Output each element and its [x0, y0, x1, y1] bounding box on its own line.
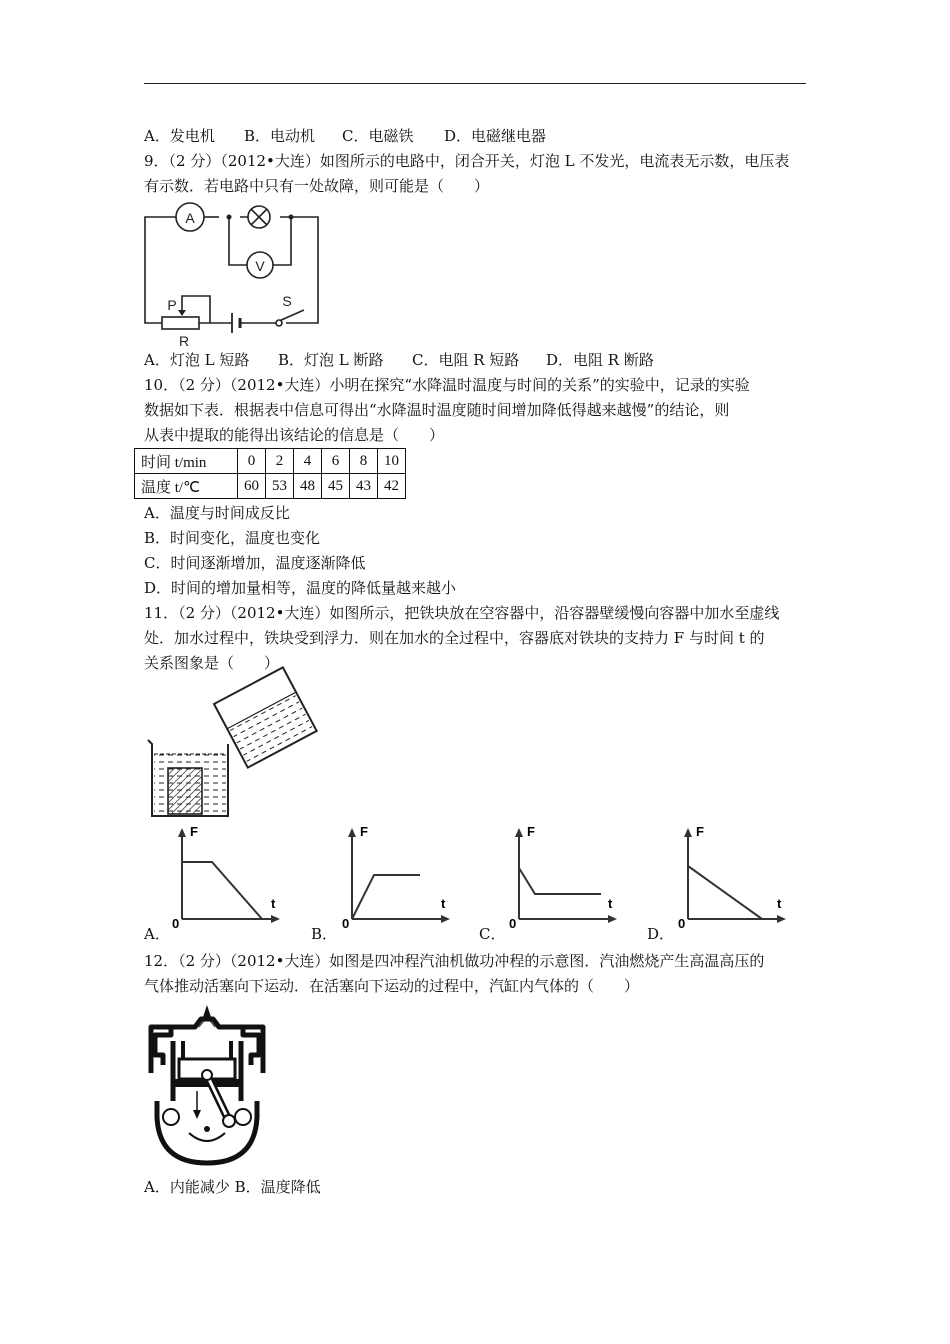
x-axis-label: t [777, 896, 782, 911]
q9-option-b: B．灯泡 L 断路 [278, 351, 384, 369]
table-cell: 2 [266, 449, 294, 474]
table-row [135, 474, 406, 499]
q12-engine-diagram [145, 1005, 270, 1167]
slider-label: P [167, 297, 177, 313]
table-cell: 0 [238, 449, 266, 474]
origin-label: 0 [172, 916, 180, 931]
q8-option-a: A．发电机 [144, 127, 215, 145]
q11-stem-line3: 关系图象是（ ） [144, 654, 280, 672]
y-axis-label: F [527, 824, 535, 839]
table-row [135, 449, 406, 474]
q10-option-b: B．时间变化，温度也变化 [144, 529, 321, 547]
q11-option-c: C． [479, 925, 506, 943]
q10-stem-line1: 10．（2 分）（2012•大连）小明在探究“水降温时温度与时间的关系”的实验中，记录的实验 [144, 376, 750, 394]
q9-option-c: C．电阻 R 短路 [412, 351, 520, 369]
q11-graph-a [170, 824, 280, 929]
q11-graph-d [676, 824, 786, 929]
x-axis-label: t [441, 896, 446, 911]
q10-option-c: C．时间逐渐增加，温度逐渐降低 [144, 554, 366, 572]
table-cell: 60 [238, 474, 266, 499]
q10-option-a: A．温度与时间成反比 [144, 504, 290, 522]
q12-stem-line2: 气体推动活塞向下运动．在活塞向下运动的过程中，汽缸内气体的（ ） [144, 977, 640, 995]
q8-option-d: D．电磁继电器 [444, 127, 547, 145]
voltmeter-label: V [255, 258, 265, 274]
table-cell: 45 [322, 474, 350, 499]
origin-label: 0 [509, 916, 517, 931]
q9-stem-line2: 有示数．若电路中只有一处故障，则可能是（ ） [144, 177, 490, 195]
table-cell: 10 [378, 449, 406, 474]
table-cell: 4 [294, 449, 322, 474]
y-axis-label: F [190, 824, 198, 839]
ammeter-label: A [185, 210, 195, 226]
table-cell: 8 [350, 449, 378, 474]
q9-options [144, 349, 654, 371]
table-cell: 48 [294, 474, 322, 499]
switch-label: S [282, 293, 292, 309]
x-axis-label: t [608, 896, 613, 911]
table-cell: 43 [350, 474, 378, 499]
temperature-row-header: 温度 t/℃ [135, 474, 238, 499]
q12-stem-line1: 12．（2 分）（2012•大连）如图是四冲程汽油机做功冲程的示意图．汽油燃烧产生高温高压的 [144, 952, 765, 970]
q10-option-d: D．时间的增加量相等，温度的降低量越来越小 [144, 579, 457, 597]
origin-label: 0 [678, 916, 686, 931]
x-axis-label: t [271, 896, 276, 911]
q11-beaker-illustration [140, 682, 315, 822]
q10-stem-line2: 数据如下表．根据表中信息可得出“水降温时温度随时间增加降低得越来越慢”的结论，则 [144, 401, 730, 419]
q10-data-table [134, 448, 406, 499]
y-axis-label: F [360, 824, 368, 839]
q11-stem-line2: 处．加水过程中，铁块受到浮力．则在加水的全过程中，容器底对铁块的支持力 F 与时间 t 的 [144, 629, 765, 647]
resistor-label: R [178, 333, 190, 349]
table-cell: 6 [322, 449, 350, 474]
q8-option-b: B．电动机 [244, 127, 316, 145]
q11-option-b: B． [311, 925, 338, 943]
q9-stem-line1: 9．（2 分）（2012•大连）如图所示的电路中，闭合开关，灯泡 L 不发光，电流表无示数，电压表 [144, 152, 790, 170]
q11-graph-b [340, 824, 450, 929]
table-cell: 42 [378, 474, 406, 499]
q9-option-d: D．电阻 R 断路 [546, 351, 654, 369]
q11-stem-line1: 11．（2 分）（2012•大连）如图所示，把铁块放在空容器中，沿容器壁缓慢向容器中加水至虚线 [144, 604, 780, 622]
q8-option-c: C．电磁铁 [342, 127, 414, 145]
q11-option-d: D． [647, 925, 675, 943]
q11-option-a: A． [144, 925, 170, 943]
q8-options [144, 125, 546, 147]
q11-graph-c [507, 824, 617, 929]
q12-options: A．内能减少 B．温度降低 [144, 1178, 321, 1196]
q10-stem-line3: 从表中提取的能得出该结论的信息是（ ） [144, 426, 445, 444]
q9-circuit-diagram [140, 200, 330, 350]
origin-label: 0 [342, 916, 350, 931]
header-rule [144, 83, 806, 84]
y-axis-label: F [696, 824, 704, 839]
time-row-header: 时间 t/min [135, 449, 238, 474]
q9-option-a: A．灯泡 L 短路 [144, 351, 250, 369]
table-cell: 53 [266, 474, 294, 499]
